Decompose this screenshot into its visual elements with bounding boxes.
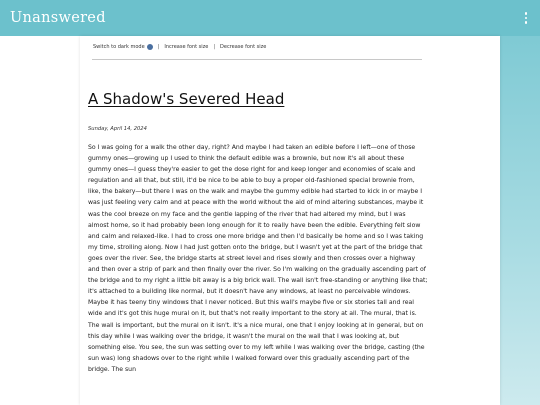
dark-mode-toggle[interactable] — [93, 44, 153, 50]
control-separator: | — [157, 44, 160, 50]
toggle-circle-icon — [147, 44, 153, 50]
site-title[interactable]: Unanswered — [10, 10, 106, 26]
menu-dot — [525, 21, 528, 24]
divider — [92, 59, 422, 60]
reading-controls — [93, 44, 266, 50]
decrease-font-button[interactable]: Decrease font size — [220, 44, 267, 50]
vertical-dots-icon[interactable] — [520, 8, 532, 28]
post-date: Sunday, April 14, 2024 — [88, 126, 147, 132]
right-background-gradient — [500, 36, 540, 405]
left-background — [0, 36, 80, 405]
control-separator: | — [213, 44, 216, 50]
post-title[interactable]: A Shadow's Severed Head — [88, 90, 285, 108]
top-bar — [0, 0, 540, 36]
post-card — [80, 36, 500, 405]
post-body: So I was going for a walk the other day, right? And maybe I had taken an edible before I left—one of those gummy ones—growing up I used to think the default edible was a brownie, but now it's all about these gummy ones—I guess they're easier to get the dose right for and keep longer and economies of scale and regulation and all that, but still, it'd be nice to be able to buy a proper old-fashioned special brownie from, like, the bakery—but there I was on the walk and maybe the gummy edible had started to kick in or maybe I was just feeling very calm and at peace with the world without the aid of mind altering substances, maybe it was the cool breeze on my face and the gentle lapping of the river that had altered my mind, but I was almost home, so it had probably been long enough for it to really have been the edible. Everything felt slow and calm and relaxed-like. I had to cross one more bridge and then I'd basically be home and so I was taking my time, strolling along. Now I had just gotten onto the bridge, but I wasn't yet at the part of the bridge that goes over the river. See, the bridge starts at street level and rises slowly and then crosses over a highway and then over a strip of park and then finally over the river. So I'm walking on the gradually ascending part of the bridge and to my right a little bit away is a big brick wall. The wall isn't free-standing or anything like that; it's attached to a building like normal, but it doesn't have any windows, at least no perceivable windows. Maybe it has teeny tiny windows that I never noticed. But this wall's maybe five or six stories tall and real wide and it's got this huge mural on it, but that's not really important to the story at all. The mural, that is. The wall is important, but the mural on it isn't. It's a nice mural, one that I enjoy looking at in general, but on this day while I was walking over the bridge, it wasn't the mural on the wall that I was looking at, but something else. You see, the sun was setting over to my left while I was walking over the bridge, casting (the sun was) long shadows over to the right while I walked forward over this gradually ascending part of the bridge. The sun — [88, 144, 428, 373]
dark-mode-label: Switch to dark mode — [93, 44, 145, 50]
increase-font-button[interactable]: Increase font size — [164, 44, 209, 50]
menu-dot — [525, 12, 528, 15]
menu-dot — [525, 17, 528, 20]
